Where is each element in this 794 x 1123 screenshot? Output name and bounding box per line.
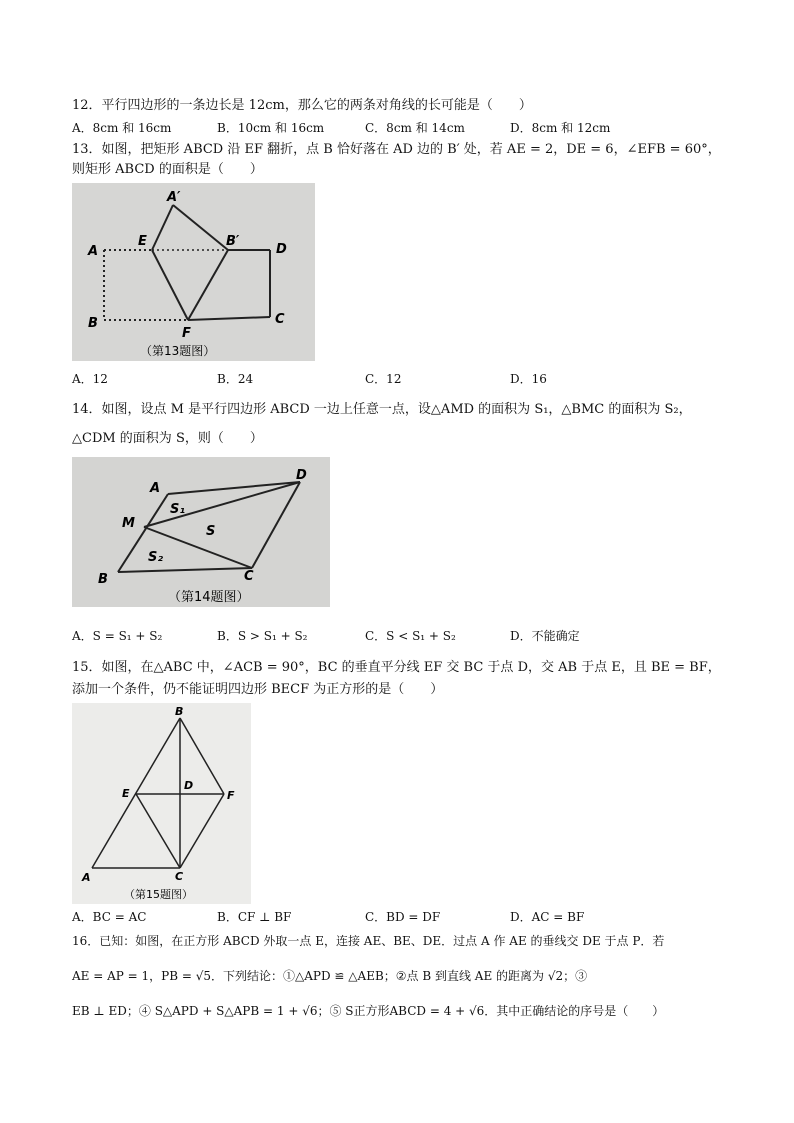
q12-option-d: D．8cm 和 12cm [510, 121, 611, 135]
q13-label-b: B [88, 316, 98, 331]
q13-option-a: A．12 [72, 372, 108, 386]
q14-option-b: B．S > S₁ + S₂ [217, 629, 308, 643]
q13-option-d: D．16 [510, 372, 547, 386]
q15-stem-line2: 添加一个条件，仍不能证明四边形 BECF 为正方形的是（ ） [72, 682, 444, 697]
q13-label-e: E [138, 234, 147, 249]
q14-label-m: M [122, 516, 135, 531]
q13-caption: （第13题图） [140, 344, 216, 358]
q12-option-b: B．10cm 和 16cm [217, 121, 325, 135]
q15-stem-line1: 15．如图，在△ABC 中，∠ACB = 90°，BC 的垂直平分线 EF 交 BC 于点 D，交 AB 于点 E，且 BE = BF， [72, 660, 721, 675]
q13-option-b: B．24 [217, 372, 254, 386]
q14-stem-line1: 14．如图，设点 M 是平行四边形 ABCD 一边上任意一点，设△AMD 的面积为 S₁，△BMC 的面积为 S₂， [72, 402, 692, 417]
q14-label-s1: S₁ [170, 502, 186, 517]
q15-option-c: C．BD = DF [365, 910, 441, 924]
q15-option-a: A．BC = AC [72, 910, 147, 924]
q14-stem-line2: △CDM 的面积为 S，则（ ） [72, 431, 263, 446]
q14-label-d: D [296, 468, 307, 483]
q14-option-d: D．不能确定 [510, 629, 580, 643]
q13-stem-line2: 则矩形 ABCD 的面积是（ ） [72, 162, 263, 177]
q15-option-b: B．CF ⊥ BF [217, 910, 292, 924]
q13-label-a1: A′ [167, 190, 181, 205]
q15-label-f: F [227, 789, 235, 802]
q13-label-f: F [182, 326, 191, 341]
q13-stem-line1: 13．如图，把矩形 ABCD 沿 EF 翻折，点 B 恰好落在 AD 边的 B′ 处，若 AE = 2，DE = 6，∠EFB = 60°， [72, 142, 721, 157]
q14-label-b: B [98, 572, 108, 587]
q14-label-s2: S₂ [148, 550, 164, 565]
q15-figure [72, 703, 251, 904]
q15-label-c: C [175, 870, 184, 883]
q13-figure [72, 183, 315, 361]
q12-option-c: C．8cm 和 14cm [365, 121, 465, 135]
q16-stem-line1: 16．已知：如图，在正方形 ABCD 外取一点 E，连接 AE、BE、DE．过点 A 作 AE 的垂线交 DE 于点 P．若 [72, 934, 665, 948]
q14-label-s: S [206, 524, 216, 539]
q15-option-d: D．AC = BF [510, 910, 585, 924]
q14-option-c: C．S < S₁ + S₂ [365, 629, 456, 643]
q13-option-c: C．12 [365, 372, 402, 386]
q14-label-a: A [150, 481, 161, 496]
q13-label-d: D [276, 242, 287, 257]
q15-label-d: D [184, 779, 194, 792]
q12-option-a: A．8cm 和 16cm [72, 121, 172, 135]
q16-stem-line2: AE = AP = 1，PB = √5．下列结论：①△APD ≌ △AEB；②点 B 到直线 AE 的距离为 √2；③ [72, 969, 588, 983]
q15-label-e: E [122, 787, 130, 800]
q15-label-b: B [175, 705, 184, 718]
q15-label-a: A [82, 871, 91, 884]
q12-stem: 12．平行四边形的一条边长是 12cm，那么它的两条对角线的长可能是（ ） [72, 98, 532, 113]
q13-label-c: C [275, 312, 285, 327]
q15-caption: （第15题图） [124, 888, 193, 901]
q14-figure [72, 457, 330, 607]
q16-stem-line3: EB ⊥ ED；④ S△APD + S△APB = 1 + √6；⑤ S正方形ABCD = 4 + √6．其中正确结论的序号是（ ） [72, 1004, 665, 1018]
q14-option-a: A．S = S₁ + S₂ [72, 629, 163, 643]
q13-label-b1: B′ [226, 234, 240, 249]
q14-label-c: C [244, 569, 254, 584]
q14-caption: （第14题图） [168, 590, 250, 605]
q13-label-a: A [88, 244, 99, 259]
